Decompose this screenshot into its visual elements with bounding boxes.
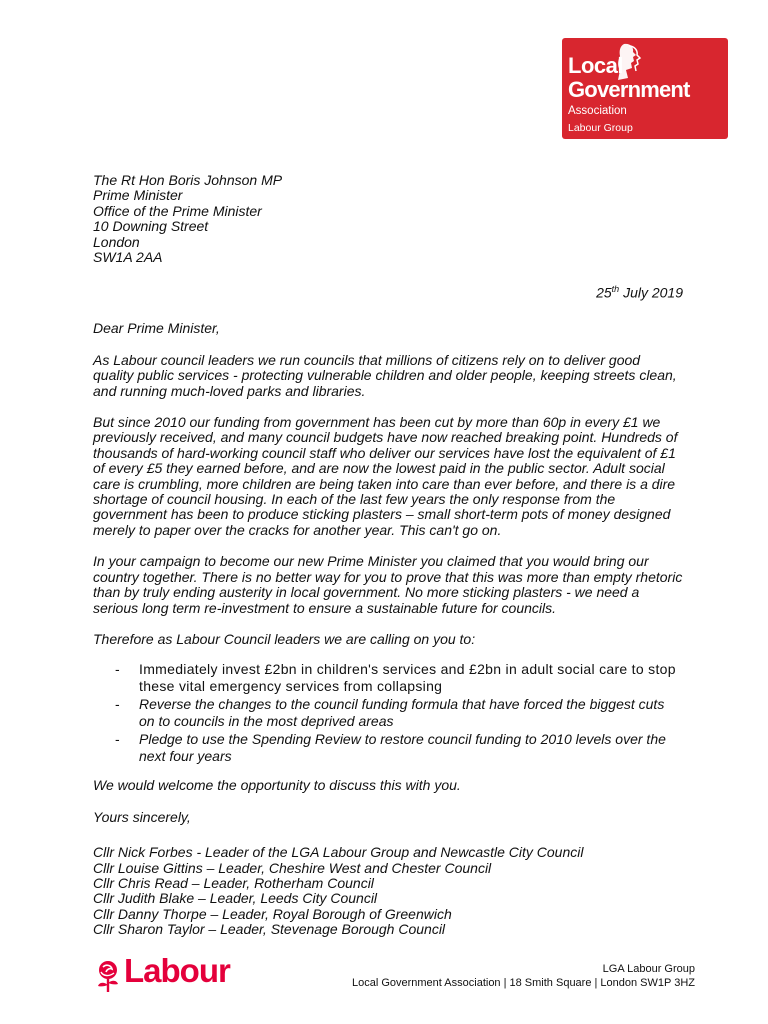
address-line: Prime Minister — [93, 187, 183, 204]
signoff: Yours sincerely, — [93, 808, 191, 825]
footer-line-group: LGA Labour Group — [602, 963, 695, 975]
list-item — [93, 696, 683, 729]
list-item — [93, 661, 683, 694]
bullet-dash: - — [115, 731, 120, 748]
date-day: 25 — [596, 285, 612, 301]
closing-paragraph: We would welcome the opportunity to discuss this with you. — [93, 777, 461, 794]
address-line: SW1A 2AA — [93, 248, 163, 265]
rose-icon — [93, 959, 123, 993]
paragraph-funding: But since 2010 our funding from government has been cut by more than 60p in every £1 we previously received, and many council budgets have now reached breaking point. Hundreds of thousands of hard-working council staff who deliver our services have lost the equivalent of £1 of every £5 they earned before, and are now the lowest paid in the public sector. Adult social care is crumbling, more children are being taken into care than ever before, and there is a dire shortage of council housing. In each of the last few years the only response from the government has been to produce sticking plasters – small short-term pots of money designed merely to paper over the cracks for another year. This can't go on. — [93, 414, 678, 538]
address-line: 10 Downing Street — [93, 218, 209, 235]
bullet-text: Immediately invest £2bn in children's services and £2bn in adult social care to stop these vital emergency services from collapsing — [139, 661, 676, 694]
signatory: Cllr Louise Gittins – Leader, Cheshire West and Chester Council — [93, 859, 492, 876]
footer-address — [352, 963, 695, 990]
lga-labour-group-logo — [562, 38, 728, 139]
demands-list — [93, 661, 683, 764]
bullet-text: Pledge to use the Spending Review to restore council funding to 2010 levels over the next four years — [139, 731, 666, 764]
paragraph-intro: As Labour council leaders we run councils that millions of citizens rely on to deliver good quality public services - protecting vulnerable children and older people, keeping streets clean, and running much-loved parks and libraries. — [93, 351, 677, 399]
signatory: Cllr Judith Blake – Leader, Leeds City Council — [93, 890, 378, 907]
recipient-address — [93, 173, 683, 265]
signatories-list — [93, 845, 683, 937]
letter-date — [93, 282, 683, 301]
date-rest: July 2019 — [623, 285, 683, 301]
logo-line-association: Association — [568, 105, 627, 117]
signatory: Cllr Danny Thorpe – Leader, Royal Borough of Greenwich — [93, 905, 452, 922]
list-item — [93, 731, 683, 764]
bullet-dash: - — [115, 696, 120, 713]
address-line: Office of the Prime Minister — [93, 202, 262, 219]
bullet-dash: - — [115, 661, 120, 678]
logo-line-labour-group: Labour Group — [568, 122, 633, 134]
signatory: Cllr Nick Forbes - Leader of the LGA Labour Group and Newcastle City Council — [93, 844, 584, 861]
salutation: Dear Prime Minister, — [93, 320, 220, 337]
signatory: Cllr Sharon Taylor – Leader, Stevenage Borough Council — [93, 921, 446, 938]
address-line: London — [93, 233, 140, 250]
paragraph-calling: Therefore as Labour Council leaders we are calling on you to: — [93, 630, 476, 647]
signatory: Cllr Chris Read – Leader, Rotherham Council — [93, 874, 374, 891]
letter-body — [93, 173, 683, 937]
address-line: The Rt Hon Boris Johnson MP — [93, 172, 283, 188]
logo-line-government: Government — [568, 77, 690, 102]
paragraph-campaign: In your campaign to become our new Prime Minister you claimed that you would bring our country together. There is no better way for you to prove that this was more than empty rhetoric than by truly ending austerity in local government. No more sticking plasters - we need a serious long term re-investment to ensure a sustainable future for councils. — [93, 553, 683, 616]
labour-wordmark: Labour — [124, 952, 230, 989]
bullet-text: Reverse the changes to the council funding formula that have forced the biggest cuts on to councils in the most deprived areas — [139, 696, 665, 729]
date-suffix: th — [611, 284, 620, 295]
footer-line-address: Local Government Association | 18 Smith Square | London SW1P 3HZ — [351, 976, 695, 989]
logo-line-local: Local — [568, 53, 623, 78]
